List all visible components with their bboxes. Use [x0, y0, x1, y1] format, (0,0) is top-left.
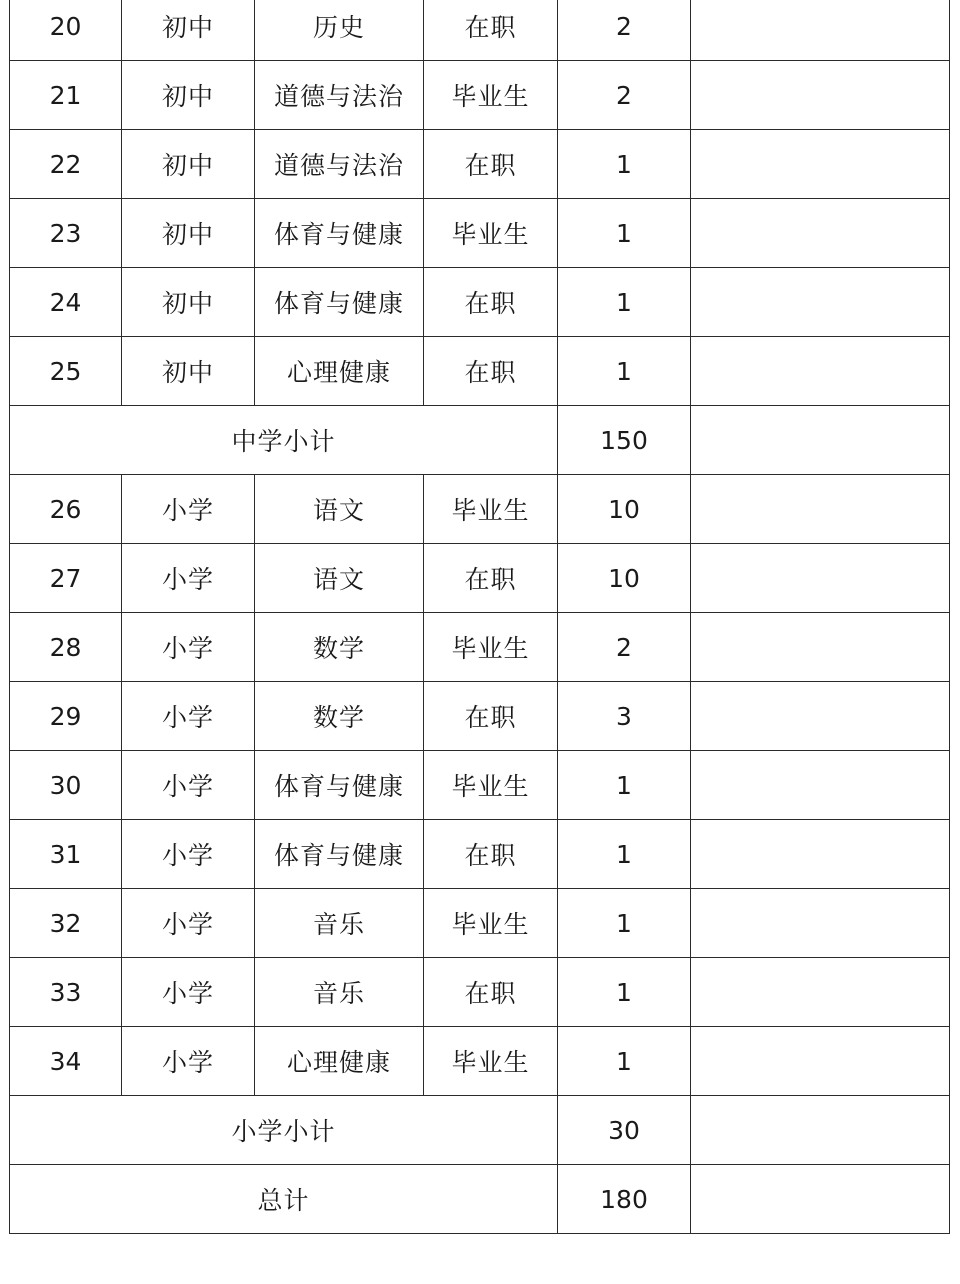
row-number: 27 — [10, 544, 122, 613]
subject: 语文 — [255, 475, 424, 544]
remarks-cell — [691, 544, 950, 613]
headcount: 1 — [558, 820, 691, 889]
subject: 音乐 — [255, 958, 424, 1027]
subject: 体育与健康 — [255, 751, 424, 820]
subject: 道德与法治 — [255, 130, 424, 199]
row-number: 34 — [10, 1027, 122, 1096]
school-level: 小学 — [122, 958, 255, 1027]
remarks-cell — [691, 61, 950, 130]
school-level: 初中 — [122, 337, 255, 406]
headcount: 1 — [558, 199, 691, 268]
applicant-category: 毕业生 — [424, 889, 558, 958]
headcount: 10 — [558, 544, 691, 613]
table-body — [10, 0, 950, 1234]
subject: 体育与健康 — [255, 199, 424, 268]
table-row — [10, 820, 950, 889]
remarks-cell — [691, 1027, 950, 1096]
applicant-category: 毕业生 — [424, 751, 558, 820]
remarks-cell — [691, 1096, 950, 1165]
table-row — [10, 958, 950, 1027]
table-row — [10, 0, 950, 61]
row-number: 31 — [10, 820, 122, 889]
row-number: 29 — [10, 682, 122, 751]
subject: 数学 — [255, 613, 424, 682]
table-row — [10, 751, 950, 820]
subtotal-row — [10, 1096, 950, 1165]
headcount: 1 — [558, 889, 691, 958]
applicant-category: 毕业生 — [424, 1027, 558, 1096]
applicant-category: 在职 — [424, 337, 558, 406]
remarks-cell — [691, 268, 950, 337]
applicant-category: 毕业生 — [424, 475, 558, 544]
subtotal-count: 150 — [558, 406, 691, 475]
remarks-cell — [691, 337, 950, 406]
remarks-cell — [691, 0, 950, 61]
school-level: 小学 — [122, 1027, 255, 1096]
applicant-category: 在职 — [424, 958, 558, 1027]
applicant-category: 在职 — [424, 0, 558, 61]
subtotal-label: 中学小计 — [10, 406, 558, 475]
grand-total-count: 180 — [558, 1165, 691, 1234]
row-number: 28 — [10, 613, 122, 682]
table-row — [10, 889, 950, 958]
school-level: 小学 — [122, 475, 255, 544]
remarks-cell — [691, 130, 950, 199]
headcount: 1 — [558, 958, 691, 1027]
row-number: 20 — [10, 0, 122, 61]
row-number: 30 — [10, 751, 122, 820]
remarks-cell — [691, 475, 950, 544]
table-row — [10, 682, 950, 751]
school-level: 小学 — [122, 751, 255, 820]
school-level: 初中 — [122, 0, 255, 61]
remarks-cell — [691, 682, 950, 751]
remarks-cell — [691, 406, 950, 475]
school-level: 小学 — [122, 889, 255, 958]
applicant-category: 在职 — [424, 130, 558, 199]
headcount: 2 — [558, 0, 691, 61]
headcount: 3 — [558, 682, 691, 751]
row-number: 24 — [10, 268, 122, 337]
subject: 体育与健康 — [255, 820, 424, 889]
school-level: 初中 — [122, 61, 255, 130]
headcount: 1 — [558, 268, 691, 337]
subject: 语文 — [255, 544, 424, 613]
remarks-cell — [691, 613, 950, 682]
row-number: 22 — [10, 130, 122, 199]
headcount: 1 — [558, 751, 691, 820]
grand-total-label: 总计 — [10, 1165, 558, 1234]
headcount: 10 — [558, 475, 691, 544]
school-level: 小学 — [122, 544, 255, 613]
subject: 体育与健康 — [255, 268, 424, 337]
subject: 数学 — [255, 682, 424, 751]
headcount: 1 — [558, 1027, 691, 1096]
row-number: 21 — [10, 61, 122, 130]
table-row — [10, 130, 950, 199]
row-number: 25 — [10, 337, 122, 406]
applicant-category: 在职 — [424, 820, 558, 889]
remarks-cell — [691, 199, 950, 268]
row-number: 26 — [10, 475, 122, 544]
row-number: 33 — [10, 958, 122, 1027]
remarks-cell — [691, 889, 950, 958]
headcount: 1 — [558, 130, 691, 199]
grand-total-row — [10, 1165, 950, 1234]
remarks-cell — [691, 751, 950, 820]
subject: 心理健康 — [255, 1027, 424, 1096]
remarks-cell — [691, 820, 950, 889]
subject: 道德与法治 — [255, 61, 424, 130]
table-row — [10, 1027, 950, 1096]
applicant-category: 在职 — [424, 544, 558, 613]
subtotal-count: 30 — [558, 1096, 691, 1165]
headcount: 2 — [558, 61, 691, 130]
applicant-category: 毕业生 — [424, 613, 558, 682]
subtotal-row — [10, 406, 950, 475]
school-level: 小学 — [122, 820, 255, 889]
remarks-cell — [691, 1165, 950, 1234]
remarks-cell — [691, 958, 950, 1027]
subtotal-label: 小学小计 — [10, 1096, 558, 1165]
applicant-category: 毕业生 — [424, 61, 558, 130]
recruitment-table — [9, 0, 950, 1234]
applicant-category: 毕业生 — [424, 199, 558, 268]
headcount: 1 — [558, 337, 691, 406]
row-number: 23 — [10, 199, 122, 268]
table-row — [10, 544, 950, 613]
school-level: 初中 — [122, 130, 255, 199]
school-level: 小学 — [122, 682, 255, 751]
row-number: 32 — [10, 889, 122, 958]
applicant-category: 在职 — [424, 268, 558, 337]
table-row — [10, 199, 950, 268]
applicant-category: 在职 — [424, 682, 558, 751]
subject: 音乐 — [255, 889, 424, 958]
subject: 心理健康 — [255, 337, 424, 406]
table-row — [10, 475, 950, 544]
headcount: 2 — [558, 613, 691, 682]
table-row — [10, 337, 950, 406]
subject: 历史 — [255, 0, 424, 61]
school-level: 小学 — [122, 613, 255, 682]
table-row — [10, 61, 950, 130]
school-level: 初中 — [122, 199, 255, 268]
table-row — [10, 613, 950, 682]
table-row — [10, 268, 950, 337]
school-level: 初中 — [122, 268, 255, 337]
